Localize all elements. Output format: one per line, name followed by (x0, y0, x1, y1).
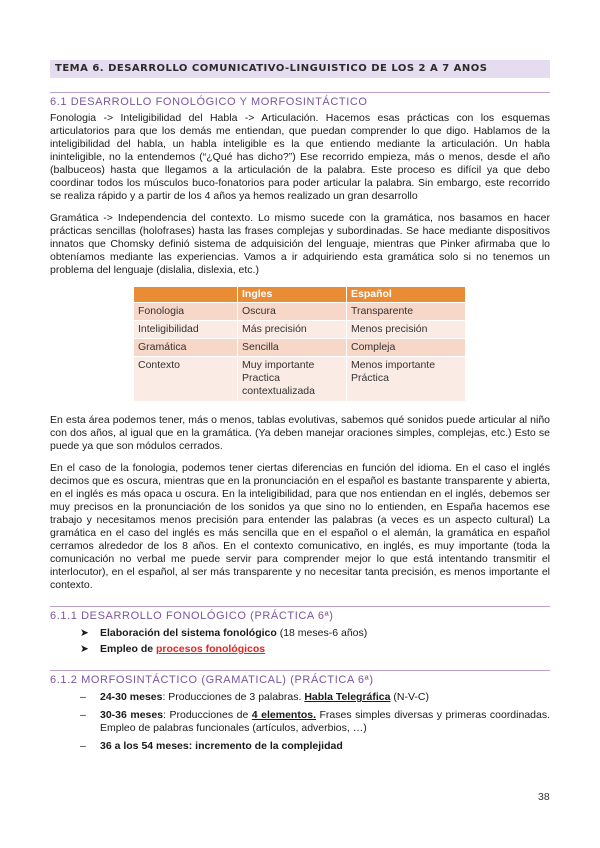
item-text: : Producciones de 3 palabras. (162, 691, 305, 703)
table-row (134, 321, 466, 339)
item-bold-text: 36 a los 54 meses: incremento de la complejidad (100, 740, 343, 752)
paragraph-diferencias-idioma: En el caso de la fonologia, podemos tener ciertas diferencias en función del idioma. En el caso el inglés decimos que es oscura, mientras que en la pronunciación en el español es bastante transparente y abierta, en el inglés es más opaca u oscura. En la inteligibilidad, para que nos entiendan en el inglés, debemos ser muy precisos en la pronunciación de los sonidos ya que sino no lo entienden, en España hacemos ese trabajo y necesitamos menos precisión para entender las palabras (a veces es un aspecto cultural) La gramática en el caso del inglés es más sencilla que en el español o el alemán, la gramática en español cerramos alrededor de los 8 años. En el contexto comunicativo, en inglés, es muy importante (toda la comunicación no verbal me puede servir para comprender mejor lo que está intentando transmitir el interlocutor), en el español, al ser más transparente y no necesitar tanta precisión, es menos importante el contexto. (50, 462, 550, 591)
list-item (80, 709, 550, 735)
item-text: (18 meses-6 años) (276, 627, 368, 639)
table-cell: Muy importante Practica contextualizada (238, 357, 347, 402)
table-cell: Oscura (238, 303, 347, 321)
fonologico-list (80, 627, 550, 656)
paragraph-fonologia: Fonologia -> Inteligibilidad del Habla -> Articulación. Hacemos esas prácticas con los esquemas articulatorios para que los demás me entiendan, que puedan comprender lo que digo. Hablamos de la inteligibilidad del habla, un habla inteligible es la que entiendo mediante la articulación. Un habla ininteligible, no la entendemos (“¿Qué has dicho?”) Ese recorrido empieza, más o menos, desde el año (balbuceos) hasta que llegamos a la articulación de la palabra. Este proceso es difícil ya que debo coordinar todos los músculos buco-fonatorios para poder articular la palabra. Sin embargo, este recorrido se realiza rápido y a partir de los 4 años ya hemos realizado un gran desarrollo (50, 112, 550, 202)
arrow-bullet-icon: ➤ (80, 627, 89, 639)
item-bold-text: Empleo de (100, 643, 157, 655)
list-item (80, 740, 550, 753)
item-bold-text: 30-36 meses (100, 709, 164, 721)
table-cell: Menos importante Práctica (347, 357, 466, 402)
table-row (134, 339, 466, 357)
table-header: Español (347, 287, 466, 303)
item-text: : Producciones de (163, 709, 252, 721)
item-bold-text: Elaboración del sistema fonológico (100, 627, 277, 639)
chapter-title-bar (50, 60, 550, 78)
item-underlined-text: 4 elementos. (251, 709, 316, 721)
morfosintactico-list (80, 691, 550, 753)
dash-bullet-icon: – (80, 709, 86, 721)
list-item (80, 643, 550, 656)
table-cell: Menos precisión (347, 321, 466, 339)
table-header-row (134, 287, 466, 303)
document-page (50, 0, 550, 753)
table-header (134, 287, 238, 303)
item-text: (N-V-C) (390, 691, 429, 703)
table-cell: Gramática (134, 339, 238, 357)
section-heading-6-1-1: 6.1.1 DESARROLLO FONOLÓGICO (PRÁCTICA 6ª) (50, 606, 550, 623)
table-cell: Compleja (347, 339, 466, 357)
table-cell: Transparente (347, 303, 466, 321)
comparison-table (133, 286, 466, 402)
table-cell: Sencilla (238, 339, 347, 357)
procesos-fonologicos-link[interactable]: procesos fonológicos (156, 643, 266, 655)
table-cell: Contexto (134, 357, 238, 402)
dash-bullet-icon: – (80, 691, 86, 703)
arrow-bullet-icon: ➤ (80, 643, 89, 655)
table-cell: Inteligibilidad (134, 321, 238, 339)
section-heading-6-1: 6.1 DESARROLLO FONOLÓGICO Y MORFOSINTÁCTICO (50, 92, 550, 109)
paragraph-tablas-evolutivas: En esta área podemos tener, más o menos, tablas evolutivas, sabemos qué sonidos puede articular al niño con dos años, al igual que en la gramática. (Ya deben manejar oraciones simples, complejas, etc.) Esto se puede ya que son módulos cerrados. (50, 414, 550, 452)
list-item (80, 627, 550, 640)
page-number: 38 (538, 791, 550, 803)
chapter-title: TEMA 6. DESARROLLO COMUNICATIVO-LINGUISTICO DE LOS 2 A 7 ANOS (55, 63, 488, 74)
list-item (80, 691, 550, 704)
table-header: Ingles (238, 287, 347, 303)
dash-bullet-icon: – (80, 740, 86, 752)
item-text: Frases simples diversas y primeras coordinadas. Empleo de palabras funcionales (artículos, adverbios, …) (100, 709, 551, 734)
paragraph-gramatica: Gramática -> Independencia del contexto. Lo mismo sucede con la gramática, nos basamos en hacer prácticas sencillas (holofrases) hasta las frases complejas y subordinadas. Se hace mediante dispositivos innatos que Chomsky definió sistema de adquisición del lenguaje, mientras que Pinker afirmaba que lo obteníamos mediante las experiencias. Vamos a ir adquiriendo esta gramática solo si no tenemos un problema del lenguaje (dislalia, dislexia, etc.) (50, 212, 550, 276)
item-underlined-text: Habla Telegráfica (304, 691, 391, 703)
table-row (134, 303, 466, 321)
table-cell: Fonologia (134, 303, 238, 321)
table-cell: Más precisión (238, 321, 347, 339)
item-bold-text: 24-30 meses (100, 691, 163, 703)
table-row (134, 357, 466, 402)
section-heading-6-1-2: 6.1.2 MORFOSINTÁCTICO (GRAMATICAL) (PRÁCTICA 6ª) (50, 670, 550, 687)
